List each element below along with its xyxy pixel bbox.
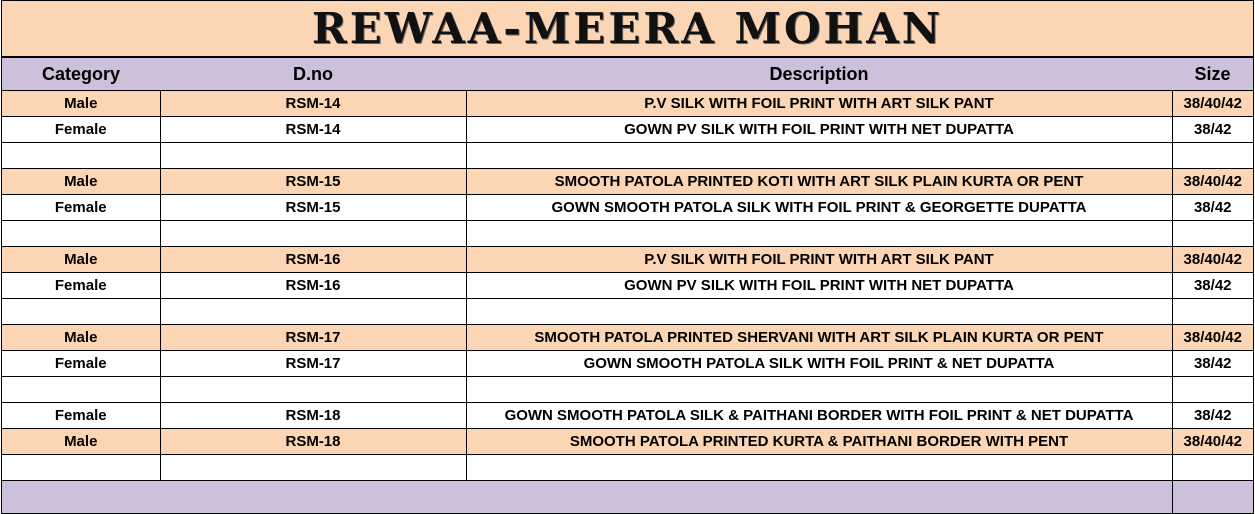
cell-category[interactable]: Female <box>2 403 160 429</box>
cell-category[interactable]: Female <box>2 273 160 299</box>
cell-size[interactable]: 38/42 <box>1172 403 1253 429</box>
cell-dno[interactable]: RSM-15 <box>160 195 466 221</box>
cell-size[interactable]: 38/42 <box>1172 195 1253 221</box>
table-row <box>2 169 1253 195</box>
cell-category[interactable]: Male <box>2 169 160 195</box>
product-table <box>2 57 1253 513</box>
cell-category[interactable]: Male <box>2 91 160 117</box>
cell-category[interactable]: Female <box>2 351 160 377</box>
cell-description[interactable]: SMOOTH PATOLA PRINTED KOTI WITH ART SILK PLAIN KURTA OR PENT <box>466 169 1172 195</box>
cell-dno[interactable] <box>160 455 466 481</box>
cell-dno[interactable]: RSM-14 <box>160 91 466 117</box>
cell-size[interactable] <box>1172 221 1253 247</box>
cell-size[interactable]: 38/40/42 <box>1172 325 1253 351</box>
cell-description[interactable]: GOWN PV SILK WITH FOIL PRINT WITH NET DUPATTA <box>466 273 1172 299</box>
footer-row <box>2 481 1253 514</box>
cell-description[interactable]: GOWN SMOOTH PATOLA SILK WITH FOIL PRINT & NET DUPATTA <box>466 351 1172 377</box>
cell-description[interactable]: SMOOTH PATOLA PRINTED SHERVANI WITH ART SILK PLAIN KURTA OR PENT <box>466 325 1172 351</box>
table-row <box>2 117 1253 143</box>
header-category[interactable]: Category <box>2 58 160 91</box>
cell-size[interactable]: 38/42 <box>1172 273 1253 299</box>
cell-description[interactable]: P.V SILK WITH FOIL PRINT WITH ART SILK PANT <box>466 247 1172 273</box>
table-row <box>2 273 1253 299</box>
header-dno[interactable]: D.no <box>160 58 466 91</box>
cell-dno[interactable]: RSM-18 <box>160 403 466 429</box>
table-row <box>2 351 1253 377</box>
cell-dno[interactable] <box>160 143 466 169</box>
cell-description[interactable] <box>466 143 1172 169</box>
cell-category[interactable]: Female <box>2 117 160 143</box>
cell-description[interactable]: GOWN SMOOTH PATOLA SILK & PAITHANI BORDER WITH FOIL PRINT & NET DUPATTA <box>466 403 1172 429</box>
cell-description[interactable] <box>466 299 1172 325</box>
cell-size[interactable] <box>1172 143 1253 169</box>
spreadsheet <box>1 0 1254 514</box>
cell-description[interactable] <box>466 221 1172 247</box>
cell-description[interactable]: GOWN PV SILK WITH FOIL PRINT WITH NET DUPATTA <box>466 117 1172 143</box>
cell-description[interactable] <box>466 377 1172 403</box>
cell-dno[interactable] <box>160 299 466 325</box>
table-row <box>2 429 1253 455</box>
cell-description[interactable]: SMOOTH PATOLA PRINTED KURTA & PAITHANI BORDER WITH PENT <box>466 429 1172 455</box>
cell-dno[interactable] <box>160 221 466 247</box>
cell-category[interactable] <box>2 299 160 325</box>
cell-size[interactable]: 38/42 <box>1172 351 1253 377</box>
cell-category[interactable]: Male <box>2 429 160 455</box>
table-row <box>2 299 1253 325</box>
cell-description[interactable]: GOWN SMOOTH PATOLA SILK WITH FOIL PRINT & GEORGETTE DUPATTA <box>466 195 1172 221</box>
cell-size[interactable]: 38/40/42 <box>1172 169 1253 195</box>
cell-category[interactable]: Female <box>2 195 160 221</box>
table-body <box>2 91 1253 481</box>
cell-category[interactable]: Male <box>2 325 160 351</box>
header-row <box>2 58 1253 91</box>
cell-category[interactable] <box>2 221 160 247</box>
table-row <box>2 377 1253 403</box>
header-size[interactable]: Size <box>1172 58 1253 91</box>
cell-size[interactable]: 38/40/42 <box>1172 247 1253 273</box>
cell-size[interactable] <box>1172 377 1253 403</box>
cell-category[interactable] <box>2 377 160 403</box>
cell-size[interactable]: 38/40/42 <box>1172 91 1253 117</box>
footer-cell[interactable] <box>1172 481 1253 514</box>
table-row <box>2 325 1253 351</box>
cell-size[interactable] <box>1172 299 1253 325</box>
table-row <box>2 221 1253 247</box>
cell-dno[interactable]: RSM-15 <box>160 169 466 195</box>
footer-cell[interactable] <box>2 481 1172 514</box>
cell-description[interactable]: P.V SILK WITH FOIL PRINT WITH ART SILK PANT <box>466 91 1172 117</box>
table-row <box>2 455 1253 481</box>
cell-category[interactable] <box>2 455 160 481</box>
cell-size[interactable]: 38/42 <box>1172 117 1253 143</box>
cell-dno[interactable]: RSM-18 <box>160 429 466 455</box>
cell-category[interactable]: Male <box>2 247 160 273</box>
table-row <box>2 195 1253 221</box>
sheet-title[interactable]: REWAA-MEERA MOHAN <box>2 1 1253 57</box>
cell-size[interactable]: 38/40/42 <box>1172 429 1253 455</box>
table-row <box>2 247 1253 273</box>
cell-description[interactable] <box>466 455 1172 481</box>
cell-size[interactable] <box>1172 455 1253 481</box>
cell-dno[interactable]: RSM-17 <box>160 351 466 377</box>
cell-dno[interactable] <box>160 377 466 403</box>
cell-category[interactable] <box>2 143 160 169</box>
table-row <box>2 91 1253 117</box>
table-row <box>2 143 1253 169</box>
cell-dno[interactable]: RSM-16 <box>160 273 466 299</box>
cell-dno[interactable]: RSM-16 <box>160 247 466 273</box>
cell-dno[interactable]: RSM-17 <box>160 325 466 351</box>
cell-dno[interactable]: RSM-14 <box>160 117 466 143</box>
header-description[interactable]: Description <box>466 58 1172 91</box>
table-row <box>2 403 1253 429</box>
